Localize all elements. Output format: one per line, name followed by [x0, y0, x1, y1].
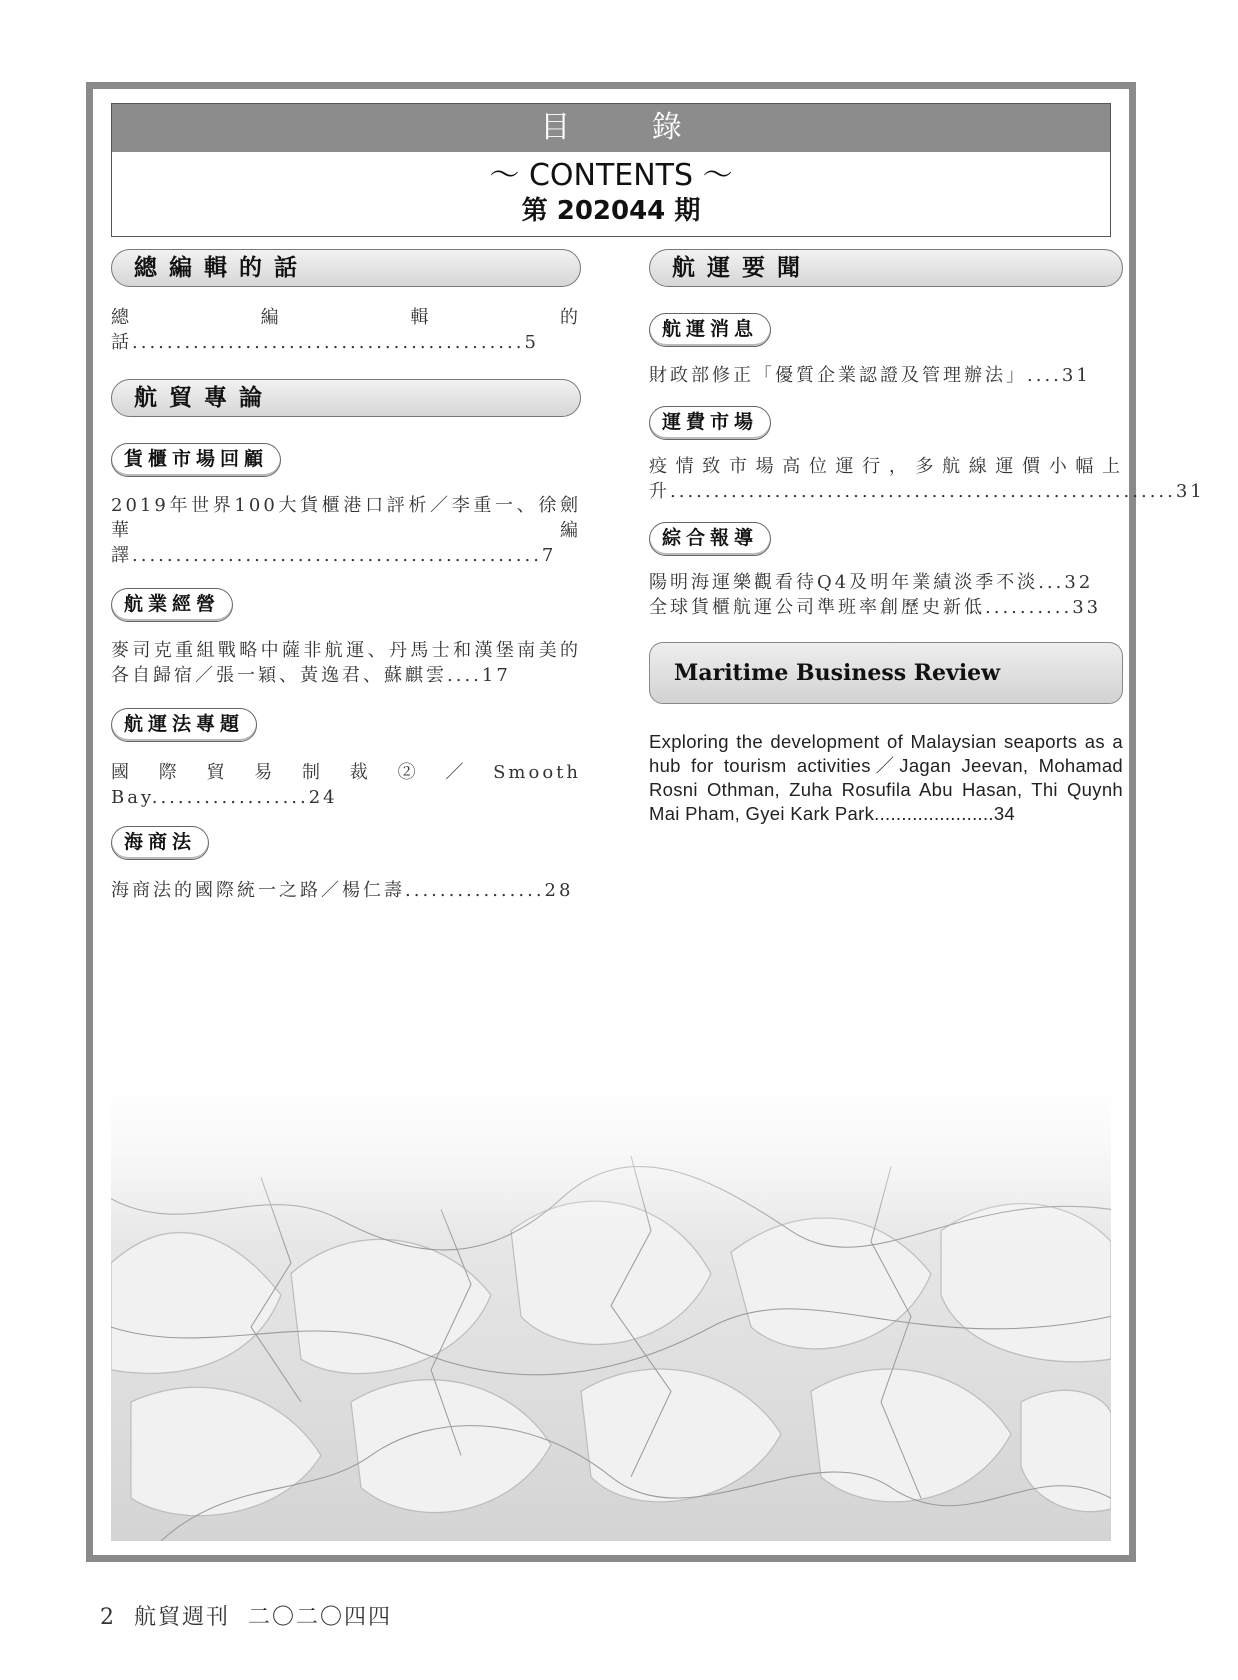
- toc-entry[interactable]: 海商法的國際統一之路／楊仁壽................28: [111, 880, 574, 901]
- toc-entry[interactable]: 財政部修正「優質企業認證及管理辦法」....31: [649, 365, 1091, 386]
- subsection-shipping-law: 航運法專題: [111, 708, 257, 742]
- toc-entry[interactable]: 國際貿易制裁②／Smooth Bay..................24: [111, 762, 581, 808]
- page-footer: [100, 1600, 410, 1631]
- subsection-maritime-law: 海商法: [111, 826, 209, 860]
- page-number: 2: [100, 1605, 116, 1630]
- subsection-general-report: 綜合報導: [649, 522, 771, 556]
- section-review: 航貿專論: [111, 379, 581, 417]
- issue-number: 第 202044 期: [521, 196, 701, 226]
- toc-entry[interactable]: 全球貨櫃航運公司準班率創歷史新低..........33: [649, 597, 1102, 618]
- toc-entry[interactable]: 2019年世界100大貨櫃港口評析／李重一、徐劍華 編譯...............................................7: [111, 495, 581, 566]
- toc-title-zh: 目 錄: [112, 104, 1110, 152]
- section-shipping-news: 航運要聞: [649, 249, 1123, 287]
- subsection-shipping-management: 航業經營: [111, 588, 233, 622]
- toc-entry[interactable]: 陽明海運樂觀看待Q4及明年業績淡季不淡...32: [649, 572, 1094, 593]
- page-frame: [86, 82, 1205, 1562]
- subsection-shipping-messages: 航運消息: [649, 313, 771, 347]
- toc-title-en: ～ CONTENTS ～: [489, 158, 733, 193]
- toc-entry[interactable]: 疫情致市場高位運行，多航線運價小幅上升..........................................................31: [649, 456, 1205, 502]
- toc-entry[interactable]: Exploring the development of Malaysian seaports as a hub for tourism activities／Jagan Jeevan, Mohamad Rosni Othman, Zuha Rosufila Abu Hasan, Thi Quynh Mai Pham, Gyei Kark Park......................34: [649, 731, 1123, 824]
- marble-background: [111, 1049, 1111, 1541]
- right-column: [649, 249, 1205, 826]
- section-maritime-business-review: Maritime Business Review: [649, 642, 1123, 704]
- subsection-freight-market: 運費市場: [649, 406, 771, 440]
- section-editor: 總編輯的話: [111, 249, 581, 287]
- magazine-name: 航貿週刊: [134, 1605, 231, 1630]
- toc-entry[interactable]: 麥司克重組戰略中薩非航運、丹馬士和漢堡南美的各自歸宿／張一穎、黃逸君、蘇麒雲....17: [111, 640, 581, 686]
- footer-issue: 二〇二〇四四: [248, 1605, 393, 1630]
- toc-entry[interactable]: 總編輯的話.............................................5: [111, 307, 581, 353]
- left-column: [111, 249, 581, 903]
- subsection-container-market: 貨櫃市場回顧: [111, 443, 281, 477]
- contents-header: [111, 103, 1111, 237]
